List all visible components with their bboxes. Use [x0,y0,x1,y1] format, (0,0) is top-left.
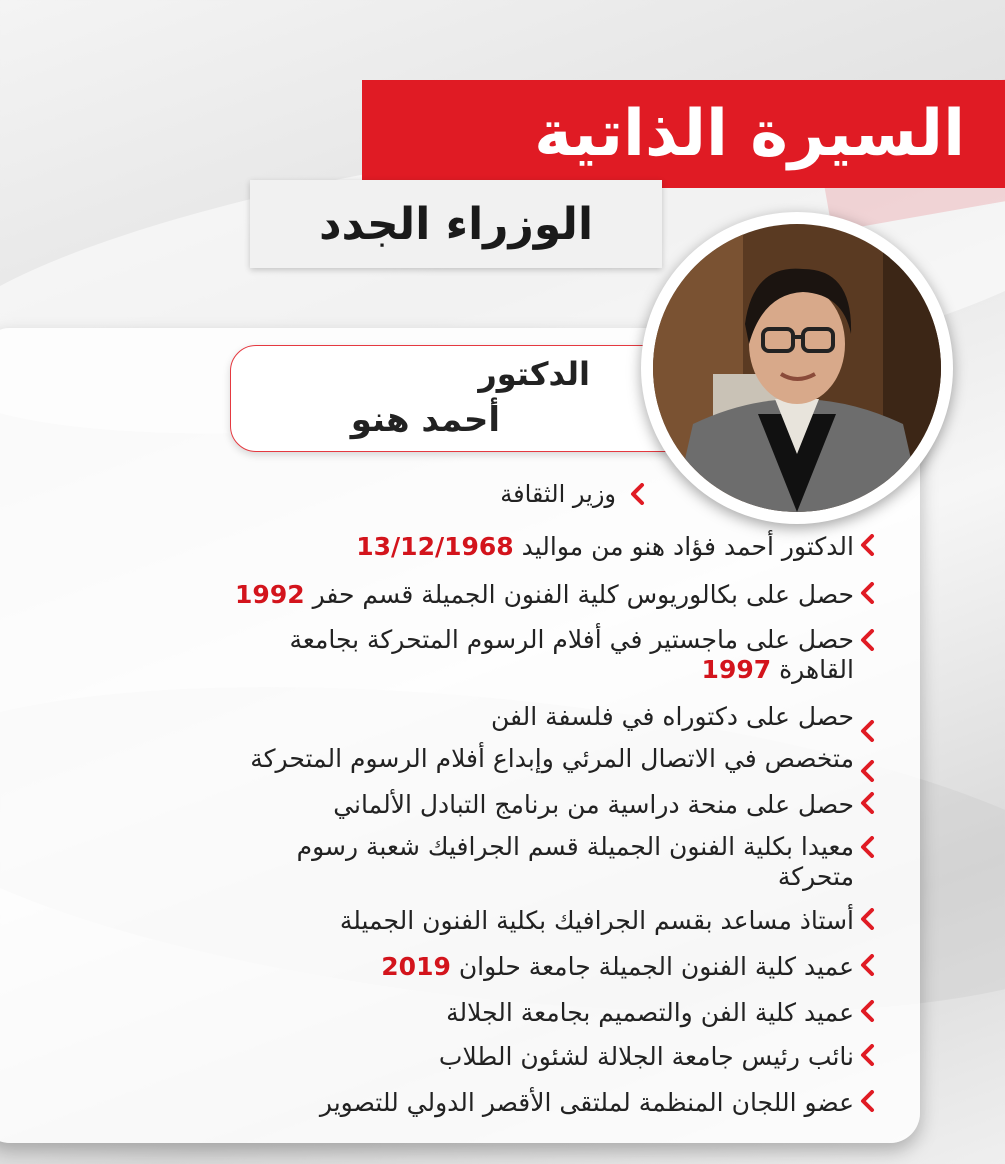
list-item-text: أستاذ مساعد بقسم الجرافيك بكلية الفنون الجميلة [339,906,854,935]
list-item-text: نائب رئيس جامعة الجلالة لشئون الطلاب [438,1042,854,1071]
chevron-left-icon [854,578,880,608]
profile-name: أحمد هنو [350,400,500,440]
title-banner [362,80,1005,188]
list-item-text: معيدا بكلية الفنون الجميلة قسم الجرافيك شعبة رسوم متحركة [296,832,854,891]
chevron-left-icon [624,479,650,509]
chevron-left-icon [854,788,880,818]
list-item [333,788,880,822]
list-item [250,742,880,786]
list-item [356,530,880,564]
list-item [446,996,880,1030]
list-item [491,700,880,746]
list-item-text: الدكتور أحمد فؤاد هنو من مواليد 13/12/1968 [356,532,854,561]
chevron-left-icon [854,904,880,934]
list-item-text: حصل على منحة دراسية من برنامج التبادل الألماني [333,790,854,819]
role-row [400,475,650,513]
list-item [439,1040,880,1074]
list-item [381,950,880,984]
chevron-left-icon [854,756,880,786]
list-item-text: عميد كلية الفنون الجميلة جامعة حلوان 2019 [381,952,854,981]
list-item-text: متخصص في الاتصال المرئي وإبداع أفلام الرسوم المتحركة [250,744,854,773]
subtitle-banner [250,180,662,268]
portrait-photo [653,224,941,512]
profile-title: الدكتور [478,355,590,393]
chevron-left-icon [854,530,880,560]
chevron-left-icon [854,950,880,980]
list-item-text: عضو اللجان المنظمة لملتقى الأقصر الدولي للتصوير [319,1088,854,1117]
list-item-text: حصل على دكتوراه في فلسفة الفن [490,702,854,731]
chevron-left-icon [854,1086,880,1116]
chevron-left-icon [854,832,880,862]
list-item [320,1086,880,1120]
list-item [235,578,880,612]
chevron-left-icon [854,996,880,1026]
list-item-text: حصل على بكالوريوس كلية الفنون الجميلة قسم حفر 1992 [235,580,854,609]
profile-role: وزير الثقافة [500,480,616,508]
chevron-left-icon [854,1040,880,1070]
list-item [297,832,880,892]
page-subtitle: الوزراء الجدد [318,198,594,250]
list-item [289,625,880,685]
chevron-left-icon [854,625,880,655]
list-item-text: حصل على ماجستير في أفلام الرسوم المتحركة بجامعة القاهرة 1997 [289,625,854,684]
list-item-text: عميد كلية الفن والتصميم بجامعة الجلالة [446,998,854,1027]
list-item [340,904,880,938]
page-title: السيرة الذاتية [534,97,965,171]
